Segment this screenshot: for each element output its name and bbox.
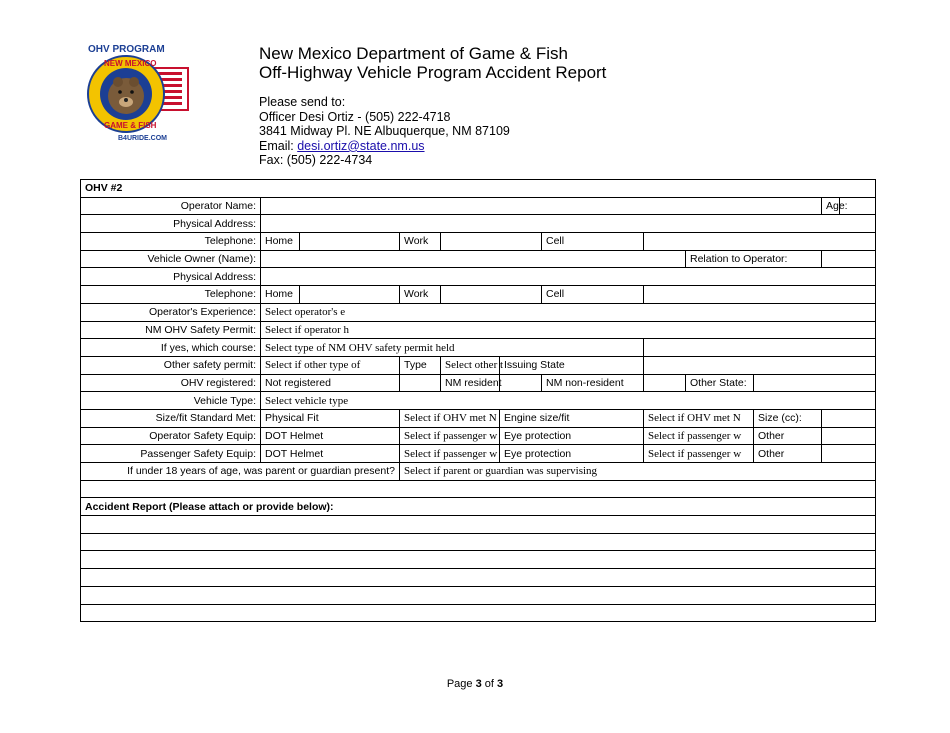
pass-safety-label: Passenger Safety Equip: (81, 445, 261, 463)
accident-line-4[interactable] (81, 569, 876, 587)
engine-select[interactable]: Select if OHV met N (644, 409, 754, 427)
contact-line1: Please send to: (259, 95, 346, 109)
logo-ring-bottom: GAME & FISH (104, 121, 157, 130)
owner-cell-label: Cell (542, 286, 644, 304)
accident-line-1[interactable] (81, 516, 876, 534)
op-eye-select[interactable]: Select if passenger w (644, 427, 754, 445)
contact-address: 3841 Midway Pl. NE Albuquerque, NM 87109 (259, 124, 510, 139)
nm-resident-label: NM resident (441, 374, 500, 392)
page-number (0, 678, 950, 690)
experience-label: Operator's Experience: (81, 303, 261, 321)
physical-address-label: Physical Address: (81, 215, 261, 233)
nm-non-resident-label: NM non-resident (542, 374, 644, 392)
logo-ring-top: NEW MEXICO (104, 59, 157, 68)
cell-field[interactable] (644, 233, 876, 251)
vehicle-type-select[interactable]: Select vehicle type (261, 392, 876, 410)
ohv-form-table (80, 179, 876, 622)
pass-helmet-select[interactable]: Select if passenger w (400, 445, 500, 463)
other-state-label: Other State: (686, 374, 754, 392)
issuing-state-field[interactable] (644, 356, 876, 374)
contact-email-line (259, 139, 510, 154)
type-select[interactable]: Select other t (441, 356, 500, 374)
pass-other-field[interactable] (822, 445, 876, 463)
op-other-field[interactable] (822, 427, 876, 445)
registered-label: OHV registered: (81, 374, 261, 392)
op-dot-helmet-label: DOT Helmet (261, 427, 400, 445)
cell-label: Cell (542, 233, 644, 251)
accident-report-heading: Accident Report (Please attach or provide below): (81, 498, 876, 516)
pass-other-label: Other (754, 445, 822, 463)
age-label: Age: (822, 197, 840, 215)
course-label: If yes, which course: (81, 339, 261, 357)
not-registered-checkbox[interactable] (400, 374, 441, 392)
relation-label: Relation to Operator: (686, 250, 822, 268)
vehicle-owner-field[interactable] (261, 250, 686, 268)
accident-line-2[interactable] (81, 533, 876, 551)
title-report: Off-Highway Vehicle Program Accident Report (259, 63, 607, 82)
accident-line-3[interactable] (81, 551, 876, 569)
physical-fit-select[interactable]: Select if OHV met N (400, 409, 500, 427)
owner-telephone-label: Telephone: (81, 286, 261, 304)
contact-fax: Fax: (505) 222-4734 (259, 153, 373, 168)
permit-label: NM OHV Safety Permit: (81, 321, 261, 339)
page-prefix: Page (446, 678, 476, 690)
relation-field[interactable] (822, 250, 876, 268)
type-label: Type (400, 356, 441, 374)
page-current: 3 (475, 678, 482, 690)
owner-address-field[interactable] (261, 268, 876, 286)
experience-select[interactable]: Select operator's e (261, 303, 876, 321)
operator-name-field[interactable] (261, 197, 822, 215)
nmdgf-ohv-logo (80, 42, 190, 142)
title-agency: New Mexico Department of Game & Fish (259, 44, 568, 63)
owner-work-label: Work (400, 286, 441, 304)
email-label: Email: (259, 138, 298, 153)
op-safety-label: Operator Safety Equip: (81, 427, 261, 445)
other-state-field[interactable] (754, 374, 876, 392)
blank-row (81, 480, 876, 498)
page-of: of (481, 678, 498, 690)
size-fit-label: Size/fit Standard Met: (81, 409, 261, 427)
op-helmet-select[interactable]: Select if passenger w (400, 427, 500, 445)
vehicle-type-label: Vehicle Type: (81, 392, 261, 410)
telephone-label: Telephone: (81, 233, 261, 251)
engine-label: Engine size/fit (500, 409, 644, 427)
page-total: 3 (497, 678, 504, 690)
owner-cell-field[interactable] (644, 286, 876, 304)
document-header (259, 44, 606, 82)
home-field[interactable] (300, 233, 400, 251)
op-other-label: Other (754, 427, 822, 445)
accident-line-6[interactable] (81, 604, 876, 622)
section-ohv2: OHV #2 (81, 180, 876, 198)
logo-web: B4URIDE.COM (118, 135, 168, 142)
under18-label: If under 18 years of age, was parent or guardian present? (81, 463, 400, 481)
vehicle-owner-label: Vehicle Owner (Name): (81, 250, 261, 268)
email-link[interactable]: desi.ortiz@state.nm.us (297, 138, 425, 153)
pass-eye-select[interactable]: Select if passenger w (644, 445, 754, 463)
pass-eye-label: Eye protection (500, 445, 644, 463)
permit-select[interactable]: Select if operator h (261, 321, 876, 339)
physical-address-field[interactable] (261, 215, 876, 233)
owner-home-label: Home (261, 286, 300, 304)
op-eye-label: Eye protection (500, 427, 644, 445)
other-permit-select[interactable]: Select if other type of (261, 356, 400, 374)
pass-dot-helmet-label: DOT Helmet (261, 445, 400, 463)
work-label: Work (400, 233, 441, 251)
owner-work-field[interactable] (441, 286, 542, 304)
size-cc-field[interactable] (822, 409, 876, 427)
accident-line-5[interactable] (81, 586, 876, 604)
course-blank (644, 339, 876, 357)
logo-top-text: OHV PROGRAM (88, 44, 165, 55)
contact-officer: Officer Desi Ortiz - (505) 222-4718 (259, 109, 451, 124)
nm-resident-checkbox[interactable] (500, 374, 542, 392)
other-permit-label: Other safety permit: (81, 356, 261, 374)
physical-fit-label: Physical Fit (261, 409, 400, 427)
not-registered-label: Not registered (261, 374, 400, 392)
size-cc-label: Size (cc): (754, 409, 822, 427)
nm-non-resident-checkbox[interactable] (644, 374, 686, 392)
home-label: Home (261, 233, 300, 251)
issuing-state-label: Issuing State (500, 356, 644, 374)
operator-name-label: Operator Name: (81, 197, 261, 215)
work-field[interactable] (441, 233, 542, 251)
course-select[interactable]: Select type of NM OHV safety permit held (261, 339, 644, 357)
contact-block (259, 95, 510, 168)
under18-select[interactable]: Select if parent or guardian was supervising (400, 463, 876, 481)
owner-home-field[interactable] (300, 286, 400, 304)
owner-address-label: Physical Address: (81, 268, 261, 286)
